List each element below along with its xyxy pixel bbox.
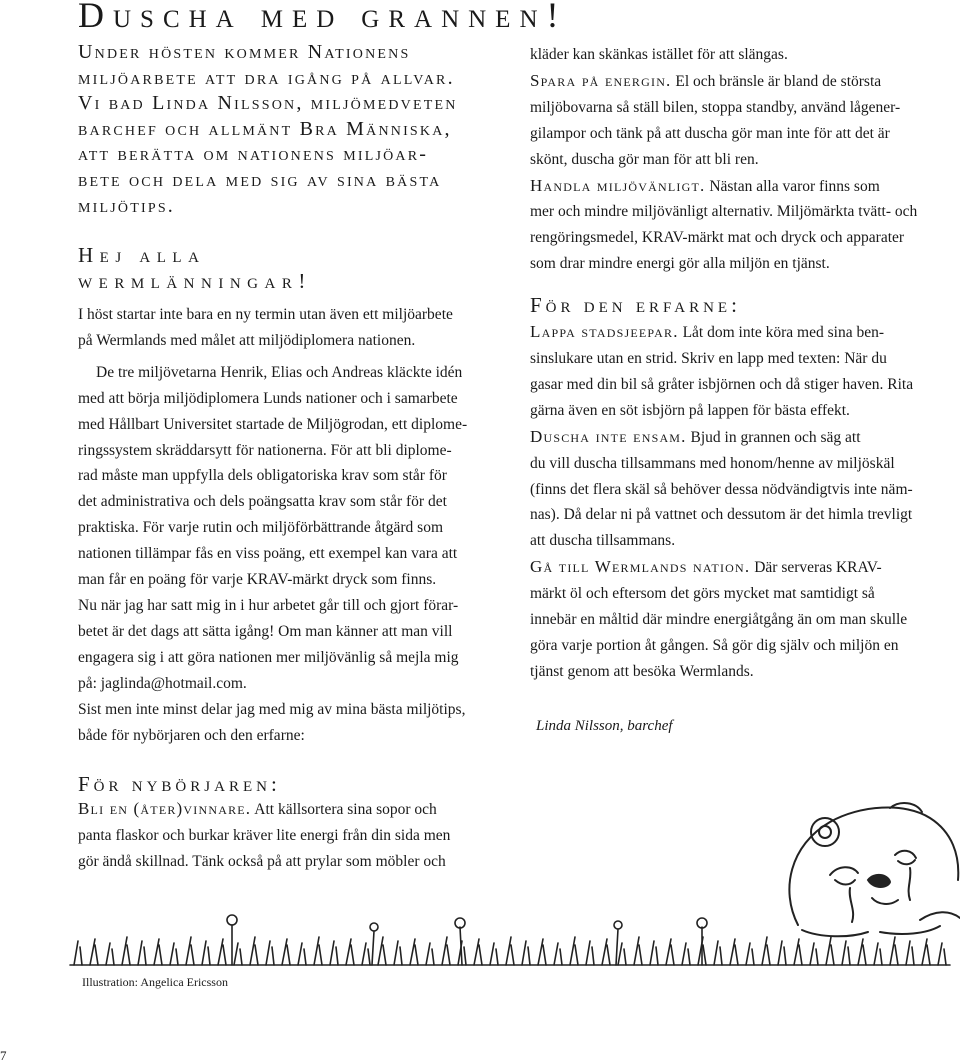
body-line: Sist men inte minst delar jag med mig av mina bästa miljötips,: [78, 700, 466, 718]
body-line: det administrativa och dels poängsatta krav som står för det: [78, 493, 447, 511]
beginner-heading: För nybörjaren:: [78, 772, 281, 796]
intro-line: att berätta om nationens miljöar-: [78, 143, 429, 166]
body-line: på Wermlands med målet att miljödiplomera nationen.: [78, 331, 416, 349]
body-line: man får en poäng för varje KRAV-märkt dryck som finns.: [78, 571, 437, 589]
body-line: på: jaglinda@hotmail.com.: [78, 674, 247, 692]
tip-lead: Spara på energin.: [530, 70, 672, 90]
tip-line: El och bränsle är bland de största: [671, 72, 882, 90]
right-column-body: [530, 42, 950, 685]
greeting-heading: [78, 242, 312, 294]
body-line: rad måste man uppfylla dels obligatoriska krav som står för: [78, 467, 447, 485]
tip-line: tjänst genom att besöka Wermlands.: [530, 662, 754, 680]
experienced-heading: För den erfarne:: [530, 293, 741, 318]
left-column-body: [78, 302, 508, 748]
intro-line: barchef och allmänt Bra Människa,: [78, 117, 452, 140]
tip-line: Där serveras KRAV-: [750, 559, 882, 577]
tip-line: skönt, duscha gör man för att bli ren.: [530, 150, 759, 168]
body-line: betet är det dags att sätta igång! Om man känner att man vill: [78, 622, 453, 640]
beginner-line: gör ändå skillnad. Tänk också på att prylar som möbler och: [78, 852, 446, 870]
intro-paragraph: [78, 40, 498, 219]
intro-line: Vi bad Linda Nilsson, miljömedveten: [78, 92, 458, 115]
intro-line: Under hösten kommer Nationens: [78, 41, 411, 63]
intro-line: bete och dela med sig av sina bästa: [78, 168, 442, 191]
bear-illustration: [60, 760, 960, 980]
tip-line: nas). Då delar ni på vattnet och dessutom är det himla trevligt: [530, 506, 913, 524]
greeting-line: wermlänningar!: [78, 269, 312, 293]
tip-line: gilampor och tänk på att duscha gör man inte för att det är: [530, 124, 890, 142]
body-line: I höst startar inte bara en ny termin utan även ett miljöarbete: [78, 306, 453, 323]
tip-line: miljöbovarna så ställ bilen, stoppa standby, använd lågener-: [530, 98, 901, 116]
intro-line: miljöarbete att dra igång på allvar.: [78, 66, 455, 89]
tip-line: gasar med din bil så gråter isbjörnen och då stiger haven. Rita: [530, 375, 914, 393]
beginner-line: panta flaskor och burkar kräver lite energi från din sida men: [78, 826, 451, 844]
tip-line: Låt dom inte köra med sina ben-: [678, 324, 885, 342]
page-number: 7: [0, 1048, 7, 1063]
tip-lead: Duscha inte ensam.: [530, 426, 687, 446]
body-line: nationen tillämpar fås en viss poäng, ett exempel kan vara att: [78, 545, 458, 563]
tip-line: att duscha tillsammans.: [530, 532, 676, 550]
body-line: De tre miljövetarna Henrik, Elias och Andreas kläckte idén: [96, 363, 463, 381]
tip-line: du vill duscha tillsammans med honom/henne av miljöskäl: [530, 454, 895, 472]
signature: Linda Nilsson, barchef: [536, 718, 673, 734]
beginner-line: Att källsortera sina sopor och: [251, 800, 437, 818]
tip-line: som drar mindre energi gör alla miljön en tjänst.: [530, 255, 830, 273]
tip-line: Bjud in grannen och säg att: [686, 428, 861, 446]
tip-line: gärna även en söt isbjörn på lappen för bästa effekt.: [530, 401, 850, 419]
tip-line: mer och mindre miljövänligt alternativ. Miljömärkta tvätt- och: [530, 203, 918, 221]
tip-lead: Lappa stadsjeepar.: [530, 322, 679, 342]
body-line: med Hållbart Universitet startade de Miljögrodan, ett diplome-: [78, 415, 468, 433]
tip-lead: Gå till Wermlands nation.: [530, 557, 751, 577]
tip-line: (finns det flera skäl så behöver dessa nödvändigtvis inte näm-: [530, 480, 913, 498]
tip-line: rengöringsmedel, KRAV-märkt mat och dryck och apparater: [530, 229, 905, 247]
article-title: Duscha med grannen!: [78, 0, 568, 35]
continuation-line: kläder kan skänkas istället för att slängas.: [530, 46, 788, 63]
body-line: praktiska. För varje rutin och miljöförbättrande åtgärd som: [78, 519, 444, 537]
tip-line: sinslukare utan en strid. Skriv en lapp med texten: När du: [530, 349, 887, 367]
tip-line: göra varje portion åt gången. Så gör dig själv och miljön en: [530, 636, 899, 654]
body-line: engagera sig i att göra nationen mer miljövänlig så mejla mig: [78, 648, 459, 666]
greeting-line: Hej alla: [78, 243, 206, 267]
intro-line: miljötips.: [78, 194, 176, 217]
body-line: både för nybörjaren och den erfarne:: [78, 726, 305, 744]
tip-line: innebär en måltid där mindre energiåtgång än om man skulle: [530, 611, 908, 629]
tip-lead: Handla miljövänligt.: [530, 175, 706, 195]
body-line: med att börja miljödiplomera Lunds nationer och i samarbete: [78, 389, 458, 407]
body-line: Nu när jag har satt mig in i hur arbetet går till och gjort förar-: [78, 596, 459, 614]
tip-line: Nästan alla varor finns som: [705, 177, 880, 195]
beginner-lead: Bli en (åter)vinnare.: [78, 798, 252, 818]
body-line: ringssystem skräddarsytt för nationerna. För att bli diplome-: [78, 441, 452, 459]
tip-line: märkt öl och eftersom det görs mycket mat samtidigt så: [530, 585, 875, 603]
illustration-credit: Illustration: Angelica Ericsson: [82, 975, 228, 989]
